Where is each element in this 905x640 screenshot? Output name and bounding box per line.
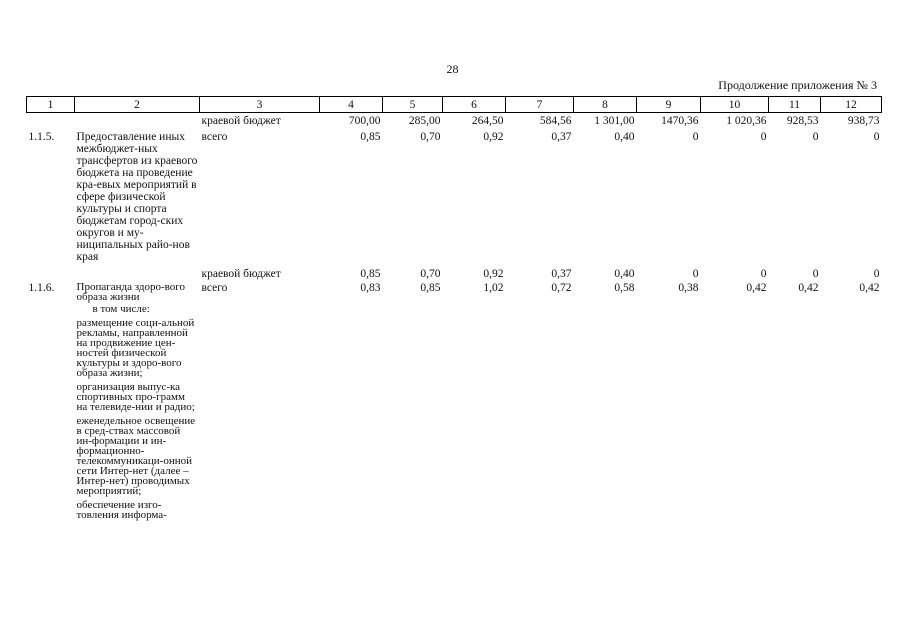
row-code [27, 266, 75, 282]
value-cell: 1 020,36 [726, 115, 767, 127]
column-number-header [27, 97, 882, 113]
budget-table [26, 96, 882, 520]
funding-source: всего [201, 130, 228, 143]
column-header: 4 [320, 97, 383, 113]
row-name: Пропаганда здоро-вого образа жизни [76, 280, 185, 303]
sub-label: в том числе: [92, 302, 150, 315]
row-name: Предоставление иных межбюджет-ных трансфертов из краевого бюджета на проведение кра-евых мероприятий в сфере физической культуры и спорта бюджетам город-ских округов и му-ниципальных райо-нов края [76, 130, 198, 263]
row-code: 1.1.5. [28, 130, 55, 143]
value-cell: 1 301,00 [594, 115, 635, 127]
value-cell: 0,85 [360, 130, 381, 143]
subitem-text: еженедельное освещение в сред-ствах массовой ин-формации и ин-формационно-телекоммуникаци-онной сети Интер-нет (далее – Интер-нет) проводимых мероприятий; [76, 414, 196, 497]
value-cell: 0,92 [483, 130, 504, 143]
row-name [75, 113, 200, 131]
column-header: 7 [506, 97, 574, 113]
column-header: 1 [27, 97, 75, 113]
value-cell: 938,73 [847, 115, 880, 127]
funding-source: краевой бюджет [201, 267, 281, 280]
value-cell: 0,58 [614, 281, 635, 294]
row-name-cell [75, 282, 200, 520]
value-cell: 285,00 [408, 115, 441, 127]
value-cell: 0 [692, 267, 699, 280]
column-header: 10 [701, 97, 769, 113]
value-cell: 0,42 [798, 281, 819, 294]
value-cell: 0,37 [551, 267, 572, 280]
row-code: 1.1.6. [28, 281, 55, 294]
column-header: 6 [443, 97, 506, 113]
column-header: 8 [574, 97, 637, 113]
funding-source: всего [201, 281, 228, 294]
row-name [75, 266, 200, 282]
value-cell: 1470,36 [661, 115, 699, 127]
table-row [27, 266, 882, 282]
subitem-text: размещение соци-альной рекламы, направленной на продвижение цен-ностей физической культуры и здоро-вого образа жизни; [76, 316, 195, 379]
value-cell: 928,53 [786, 115, 819, 127]
value-cell: 0,92 [483, 267, 504, 280]
value-cell: 0 [812, 267, 819, 280]
value-cell: 0,42 [746, 281, 767, 294]
table-row [27, 113, 882, 131]
value-cell: 0,70 [420, 130, 441, 143]
column-header: 3 [200, 97, 320, 113]
value-cell: 0,37 [551, 130, 572, 143]
column-header: 11 [769, 97, 821, 113]
value-cell: 0 [760, 130, 767, 143]
value-cell: 0 [760, 267, 767, 280]
value-cell: 0 [873, 267, 880, 280]
page-number: 28 [446, 62, 459, 76]
subitem-text: организация выпус-ка спортивных про-грамм на телевиде-нии и радио; [76, 380, 195, 413]
value-cell: 0 [692, 130, 699, 143]
column-header: 12 [821, 97, 882, 113]
column-header: 5 [383, 97, 443, 113]
table-row [27, 282, 882, 520]
value-cell: 0 [812, 130, 819, 143]
table-row [27, 131, 882, 266]
value-cell: 0,83 [360, 281, 381, 294]
subitem-text: обеспечение изго-товления информа- [76, 498, 167, 521]
value-cell: 0,85 [420, 281, 441, 294]
value-cell: 1,02 [483, 281, 504, 294]
funding-source: краевой бюджет [201, 115, 281, 127]
value-cell: 0,42 [859, 281, 880, 294]
value-cell: 0,38 [678, 281, 699, 294]
value-cell: 264,50 [471, 115, 504, 127]
appendix-continuation-label: Продолжение приложения № 3 [718, 78, 877, 92]
value-cell: 0,40 [614, 130, 635, 143]
row-code [27, 113, 75, 131]
value-cell: 0,85 [360, 267, 381, 280]
column-header: 9 [637, 97, 701, 113]
column-header: 2 [75, 97, 200, 113]
value-cell: 0,72 [551, 281, 572, 294]
value-cell: 584,56 [539, 115, 572, 127]
value-cell: 0,70 [420, 267, 441, 280]
value-cell: 700,00 [348, 115, 381, 127]
value-cell: 0 [873, 130, 880, 143]
value-cell: 0,40 [614, 267, 635, 280]
